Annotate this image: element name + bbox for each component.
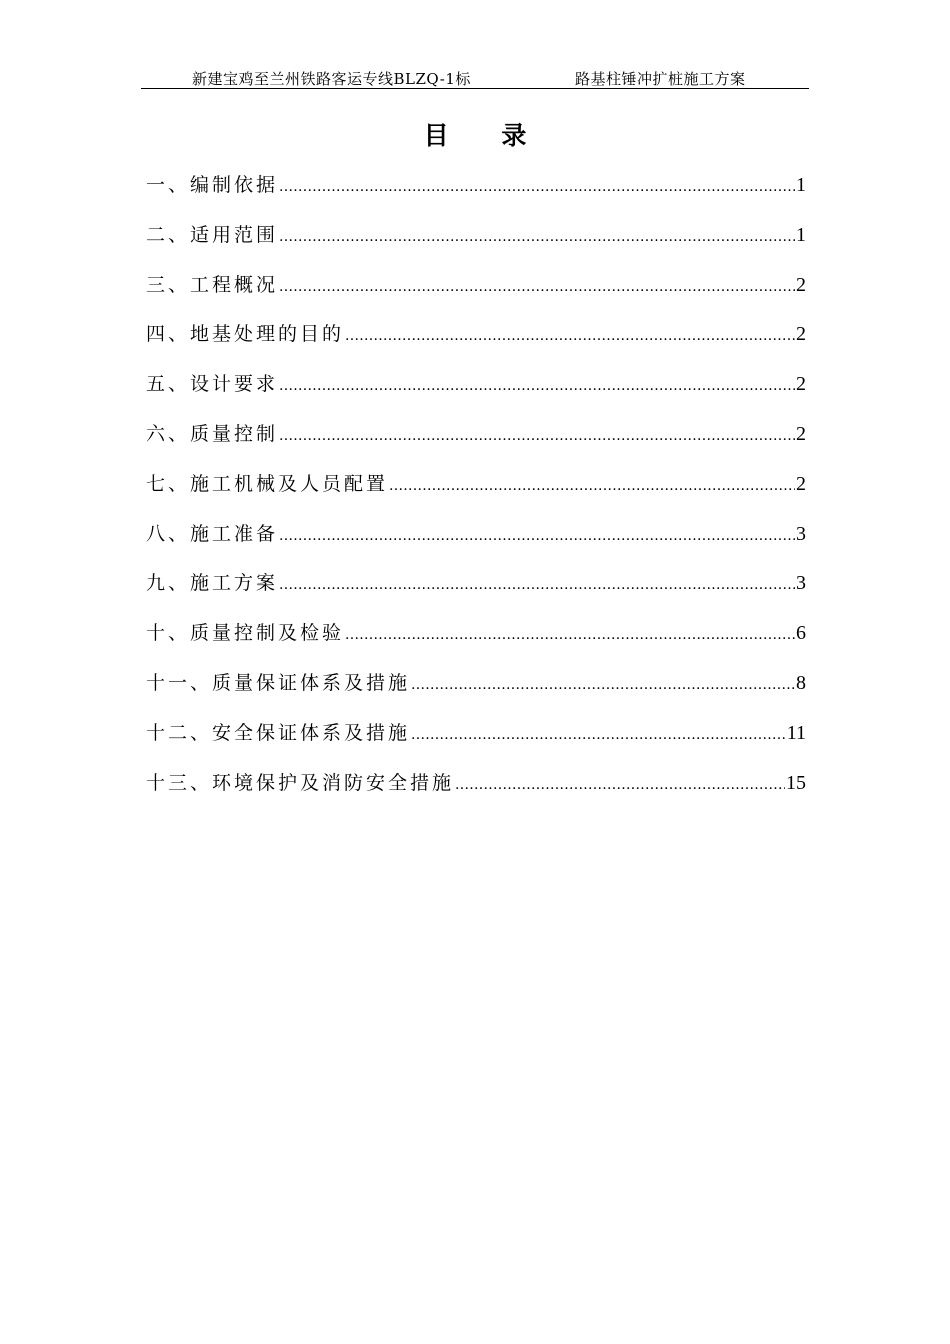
toc-entry-page: 2 bbox=[796, 323, 806, 346]
toc-entry[interactable] bbox=[146, 220, 806, 270]
toc-entry-page: 6 bbox=[796, 622, 806, 645]
toc-leader-dots bbox=[279, 577, 795, 593]
toc-entry-page: 15 bbox=[786, 771, 806, 794]
toc-leader-dots bbox=[411, 727, 786, 743]
toc-entry[interactable] bbox=[146, 718, 806, 768]
header-document-name: 路基柱锤冲扩桩施工方案 bbox=[575, 70, 746, 88]
toc-leader-dots bbox=[345, 627, 795, 643]
toc-entry-label: 十一、质量保证体系及措施 bbox=[146, 671, 411, 694]
toc-entry[interactable] bbox=[146, 270, 806, 320]
table-of-contents bbox=[146, 170, 806, 817]
toc-entry-page: 1 bbox=[796, 174, 806, 196]
toc-entry[interactable] bbox=[146, 568, 806, 618]
toc-entry[interactable] bbox=[146, 369, 806, 419]
toc-leader-dots bbox=[279, 428, 795, 444]
toc-leader-dots bbox=[345, 328, 795, 344]
toc-entry-page: 2 bbox=[796, 422, 806, 445]
toc-entry-label: 三、工程概况 bbox=[146, 273, 279, 296]
toc-entry-label: 一、编制依据 bbox=[146, 174, 279, 196]
toc-leader-dots bbox=[279, 229, 795, 245]
toc-entry-page: 2 bbox=[796, 273, 806, 296]
toc-leader-dots bbox=[411, 677, 795, 693]
toc-entry[interactable] bbox=[146, 319, 806, 369]
toc-leader-dots bbox=[279, 279, 795, 295]
toc-entry-label: 七、施工机械及人员配置 bbox=[146, 472, 389, 495]
toc-entry-label: 十、质量控制及检验 bbox=[146, 622, 345, 645]
toc-leader-dots bbox=[279, 528, 795, 544]
toc-entry-label: 六、质量控制 bbox=[146, 422, 279, 445]
page-header bbox=[141, 66, 809, 89]
toc-entry-page: 2 bbox=[796, 472, 806, 495]
toc-entry-label: 四、地基处理的目的 bbox=[146, 323, 345, 346]
header-project-name: 新建宝鸡至兰州铁路客运专线BLZQ-1标 bbox=[192, 70, 471, 88]
toc-entry[interactable] bbox=[146, 519, 806, 569]
toc-entry-label: 九、施工方案 bbox=[146, 572, 279, 595]
toc-entry-page: 2 bbox=[796, 373, 806, 396]
toc-entry-page: 1 bbox=[796, 223, 806, 246]
toc-entry-page: 11 bbox=[786, 721, 806, 744]
toc-leader-dots bbox=[279, 179, 795, 195]
toc-entry-label: 二、适用范围 bbox=[146, 223, 279, 246]
toc-entry-page: 3 bbox=[796, 572, 806, 595]
toc-entry-label: 五、设计要求 bbox=[146, 373, 279, 396]
toc-entry-label: 八、施工准备 bbox=[146, 522, 279, 545]
toc-entry[interactable] bbox=[146, 419, 806, 469]
toc-entry[interactable] bbox=[146, 469, 806, 519]
toc-entry-label: 十二、安全保证体系及措施 bbox=[146, 721, 411, 744]
toc-leader-dots bbox=[279, 378, 795, 394]
toc-entry-page: 3 bbox=[796, 522, 806, 545]
toc-entry[interactable] bbox=[146, 618, 806, 668]
toc-entry[interactable] bbox=[146, 768, 806, 818]
toc-entry[interactable] bbox=[146, 170, 806, 220]
toc-entry-page: 8 bbox=[796, 671, 806, 694]
toc-title: 目 录 bbox=[423, 121, 549, 150]
toc-entry-label: 十三、环境保护及消防安全措施 bbox=[146, 771, 455, 794]
toc-entry[interactable] bbox=[146, 668, 806, 718]
toc-leader-dots bbox=[389, 478, 795, 494]
toc-leader-dots bbox=[455, 777, 785, 793]
